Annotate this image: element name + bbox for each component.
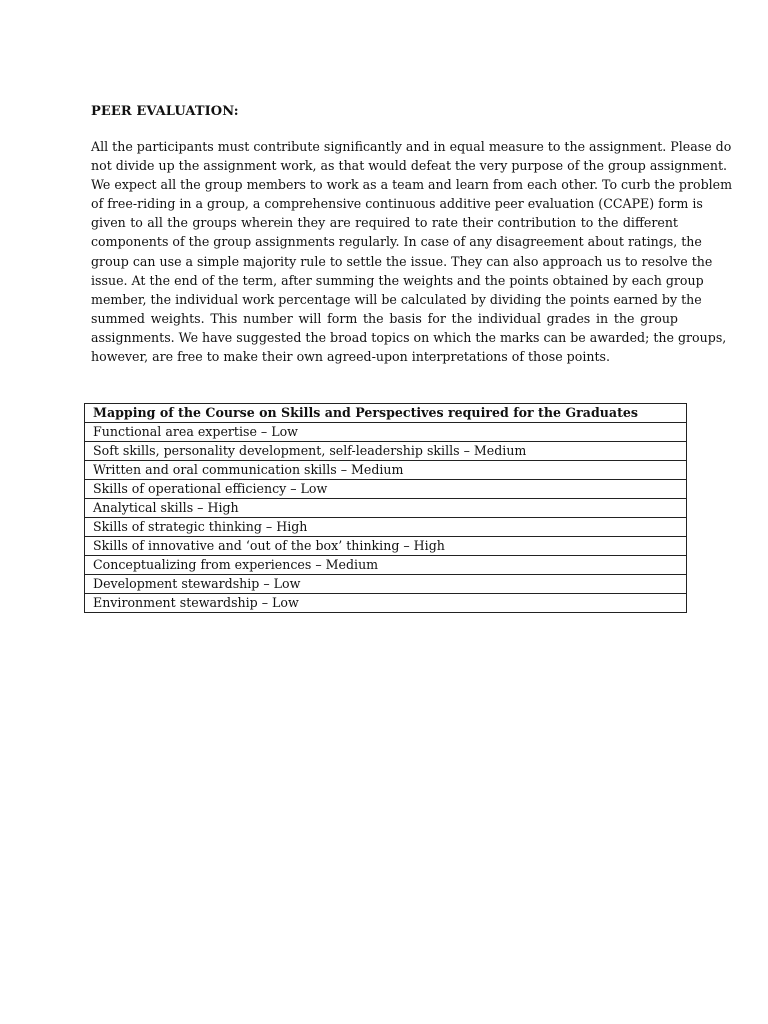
- table-cell: Skills of strategic thinking – High: [85, 518, 687, 537]
- table-row: [85, 575, 687, 594]
- table-cell: Skills of innovative and ‘out of the box’ thinking – High: [85, 537, 687, 556]
- paragraph-line: of free-riding in a group, a comprehensive continuous additive peer evaluation (CCAPE) form is: [91, 196, 703, 212]
- table-header: Mapping of the Course on Skills and Perspectives required for the Graduates: [85, 404, 687, 423]
- table-cell: Written and oral communication skills – Medium: [85, 461, 687, 480]
- paragraph-line: components of the group assignments regularly. In case of any disagreement about ratings, the: [91, 234, 702, 250]
- table-row: [85, 423, 687, 442]
- skills-mapping-table: [84, 403, 687, 613]
- table-cell: Functional area expertise – Low: [85, 423, 687, 442]
- section-heading: PEER EVALUATION:: [91, 104, 239, 119]
- paragraph-line: given to all the groups wherein they are required to rate their contribution to the different: [91, 215, 678, 231]
- table-header-row: [85, 404, 687, 423]
- peer-evaluation-paragraph: [91, 137, 733, 366]
- table-row: [85, 594, 687, 613]
- table-row: [85, 518, 687, 537]
- paragraph-line: summed weights. This number will form the basis for the individual grades in the group: [91, 310, 678, 326]
- table-row: [85, 442, 687, 461]
- table-cell: Analytical skills – High: [85, 499, 687, 518]
- paragraph-line: group can use a simple majority rule to settle the issue. They can also approach us to resolve the: [91, 253, 713, 269]
- paragraph-line: We expect all the group members to work as a team and learn from each other. To curb the problem: [91, 177, 733, 193]
- table-cell: Soft skills, personality development, self-leadership skills – Medium: [85, 442, 687, 461]
- table-row: [85, 480, 687, 499]
- table-cell: Skills of operational efficiency – Low: [85, 480, 687, 499]
- table-row: [85, 537, 687, 556]
- table-cell: Conceptualizing from experiences – Medium: [85, 556, 687, 575]
- table-cell: Environment stewardship – Low: [85, 594, 687, 613]
- paragraph-line: however, are free to make their own agreed-upon interpretations of those points.: [91, 349, 610, 365]
- paragraph-line: issue. At the end of the term, after summing the weights and the points obtained by each group: [91, 272, 704, 288]
- table-row: [85, 556, 687, 575]
- paragraph-line: member, the individual work percentage will be calculated by dividing the points earned by the: [91, 291, 702, 307]
- paragraph-line: not divide up the assignment work, as that would defeat the very purpose of the group assignment.: [91, 158, 728, 174]
- paragraph-line: assignments. We have suggested the broad topics on which the marks can be awarded; the groups,: [91, 329, 727, 345]
- table-row: [85, 499, 687, 518]
- paragraph-line: All the participants must contribute significantly and in equal measure to the assignment. Please do: [91, 139, 732, 154]
- table-row: [85, 461, 687, 480]
- table-cell: Development stewardship – Low: [85, 575, 687, 594]
